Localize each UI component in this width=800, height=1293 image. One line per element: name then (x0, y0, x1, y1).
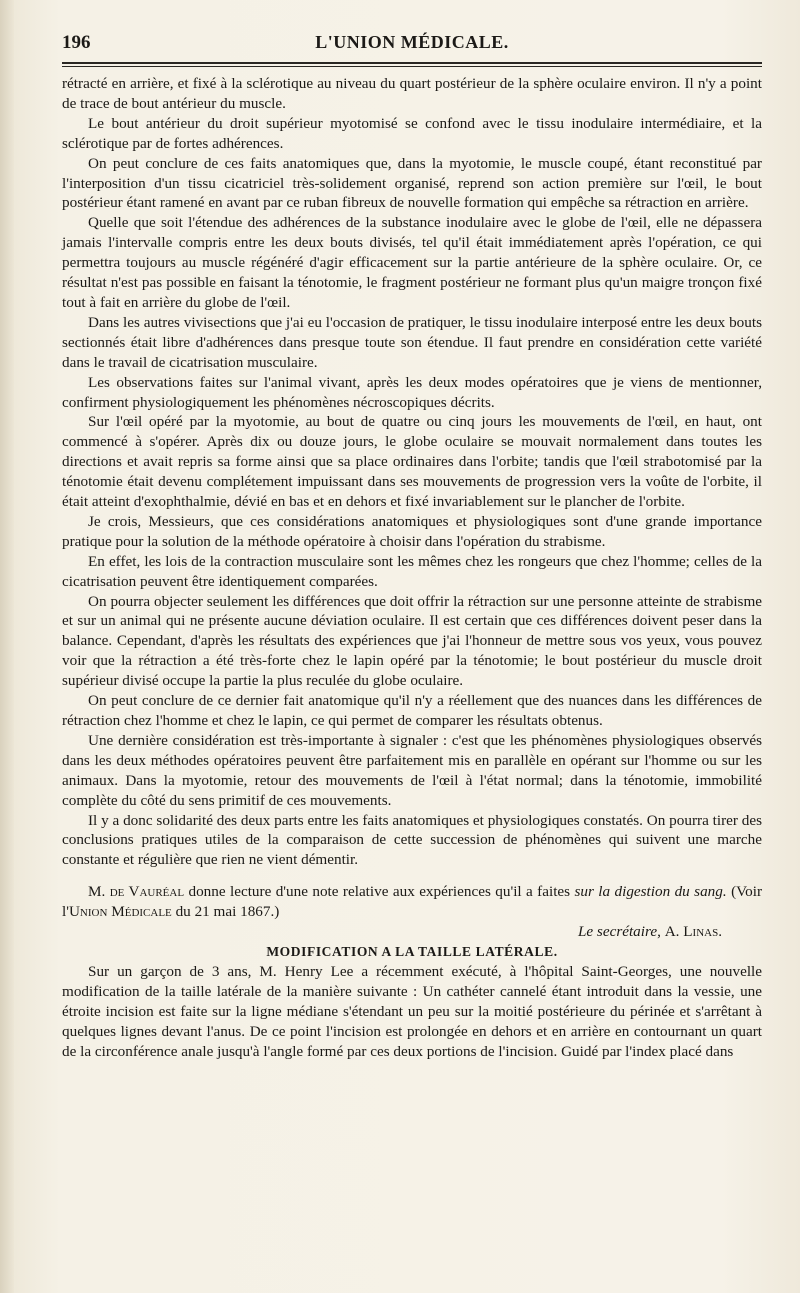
paragraph: Les observations faites sur l'animal vivant, après les deux modes opératoires que je viens de mentionner, confirment physiologiquement les phénomènes nécroscopiques décrits. (62, 373, 762, 411)
signature: Le secrétaire, A. Linas. (577, 923, 722, 941)
paragraph: Il y a donc solidarité des deux parts entre les faits anatomiques et physiologiques constatés. On pourra tirer des conclusions pratiques utiles de la comparaison de cette succession de phénomènes qui suivent une marche constante et régulière que rien ne vient démentir. (62, 811, 762, 869)
notice-date: du 21 mai 1867.) (171, 903, 280, 921)
header-rule-thin (62, 66, 762, 67)
journal-reference: Union Médicale (68, 903, 172, 921)
paragraph: Le bout antérieur du droit supérieur myotomisé se confond avec le tissu inodulaire intermédiaire, et la sclérotique par de fortes adhérences. (62, 114, 762, 152)
notice-text: donne lecture d'une note relative aux expériences qu'il a faites (184, 883, 575, 901)
journal-title: L'UNION MÉDICALE. (315, 32, 509, 52)
page-number: 196 (62, 32, 91, 53)
speaker-name: M. de Vauréal (88, 883, 185, 901)
running-head (62, 30, 762, 58)
paragraph: On pourra objecter seulement les différences que doit offrir la rétraction sur une personne atteinte de strabisme et sur un animal qui ne présente aucune déviation oculaire. Il est certain que ces différences doivent peser dans la balance. Cependant, d'après les résultats des expériences que j'ai l'honneur de mettre sous vos yeux, vous pouvez voir que la rétraction a été très-forte chez le lapin opéré par la ténotomie; le bout postérieur du muscle droit supérieur divisé occupe la partie la plus reculée du globe oculaire. (62, 592, 762, 690)
signature-role: Le secrétaire (577, 923, 658, 941)
paragraph: rétracté en arrière, et fixé à la sclérotique au niveau du quart postérieur de la sphère oculaire environ. Il n'y a point de trace de bout antérieur du muscle. (62, 75, 762, 112)
section-paragraph: Sur un garçon de 3 ans, M. Henry Lee a récemment exécuté, à l'hôpital Saint-Georges, une nouvelle modification de la taille latérale de la manière suivante : Un cathéter cannelé étant introduit dans la vessie, une étroite incision est faite sur la ligne médiane s'étendant un peu sur la moitié postérieure du périnée et s'arrêtant à quelques lignes devant l'anus. De ce point l'incision est prolongée en dehors et en arrière en contournant un quart de la circonférence anale jusqu'à l'angle formé par ces deux portions de l'incision. Guidé par l'index placé dans (62, 962, 762, 1060)
notice-paragraph (62, 882, 762, 922)
article-body (62, 74, 762, 1061)
paragraph: En effet, les lois de la contraction musculaire sont les mêmes chez les rongeurs que chez l'homme; celles de la cicatrisation peuvent être identiquement comparées. (62, 552, 762, 590)
paragraph: Dans les autres vivisections que j'ai eu l'occasion de pratiquer, le tissu inodulaire interposé entre les deux bouts sectionnés était libre d'adhérences dans presque toute son étendue. Il faut prendre en considération cette variété dans le travail de cicatrisation musculaire. (62, 313, 762, 371)
paragraph: Sur l'œil opéré par la myotomie, au bout de quatre ou cinq jours les mouvements de l'œil, en haut, ont commencé à s'opérer. Après dix ou douze jours, le globe oculaire se mouvait normalement dans toutes les directions et avait repris sa forme ainsi que sa place ordinaires dans l'orbite; tandis que l'œil strabotomisé par la ténotomie était devenu complétement impuissant dans ses mouvements de progression vers la voûte de l'orbite, il était atteint d'exophthalmie, dévié en bas et en dehors et fixé invariablement sur le plancher de l'orbite. (62, 413, 762, 511)
notice-italic: sur la digestion du sang. (574, 883, 727, 901)
paragraph: Je crois, Messieurs, que ces considérations anatomiques et physiologiques sont d'une grande importance pratique pour la solution de la méthode opératoire à choisir dans l'opération du strabisme. (62, 512, 762, 550)
signature-name: A. Linas. (664, 923, 722, 941)
paragraph: Une dernière considération est très-importante à signaler : c'est que les phénomènes physiologiques observés dans les deux méthodes opératoires peuvent être parfaitement mis en parallèle en opérant sur l'homme ou sur les animaux. Dans la myotomie, retour des mouvements de l'œil à l'état normal; dans la ténotomie, immobilité complète du côté du sens primitif de ces mouvements. (62, 731, 762, 809)
paragraph: Quelle que soit l'étendue des adhérences de la substance inodulaire avec le globe de l'œil, elle ne dépassera jamais l'intervalle compris entre les deux bouts divisés, tel qu'il était immédiatement après l'opération, ce qui permettra toujours au muscle régénéré d'agir efficacement sur la partie antérieure de la sphère oculaire. Or, ce résultat n'est pas possible en faisant la ténotomie, le fragment postérieur ne formant plus qu'un maigre tronçon fixé tout à fait en arrière du globe de l'œil. (62, 214, 762, 311)
notice-paren: (Voir l' (62, 883, 763, 921)
paragraph: On peut conclure de ce dernier fait anatomique qu'il n'y a réellement que des nuances dans les différences de rétraction chez l'homme et chez le lapin, ce qui permet de comparer les résultats obtenus. (62, 692, 762, 729)
book-spine-shadow (0, 0, 14, 1293)
header-rule (62, 62, 762, 64)
section-title: MODIFICATION A LA TAILLE LATÉRALE. (266, 943, 558, 959)
paragraph: On peut conclure de ces faits anatomiques que, dans la myotomie, le muscle coupé, étant reconstitué par l'interposition d'un tissu cicatriciel très-solidement organisé, reprend son action première sur l'œil, le bout postérieur étant ramené en avant par ce ruban fibreux de nouvelle formation qui empêche sa rétraction en arrière. (62, 154, 762, 212)
